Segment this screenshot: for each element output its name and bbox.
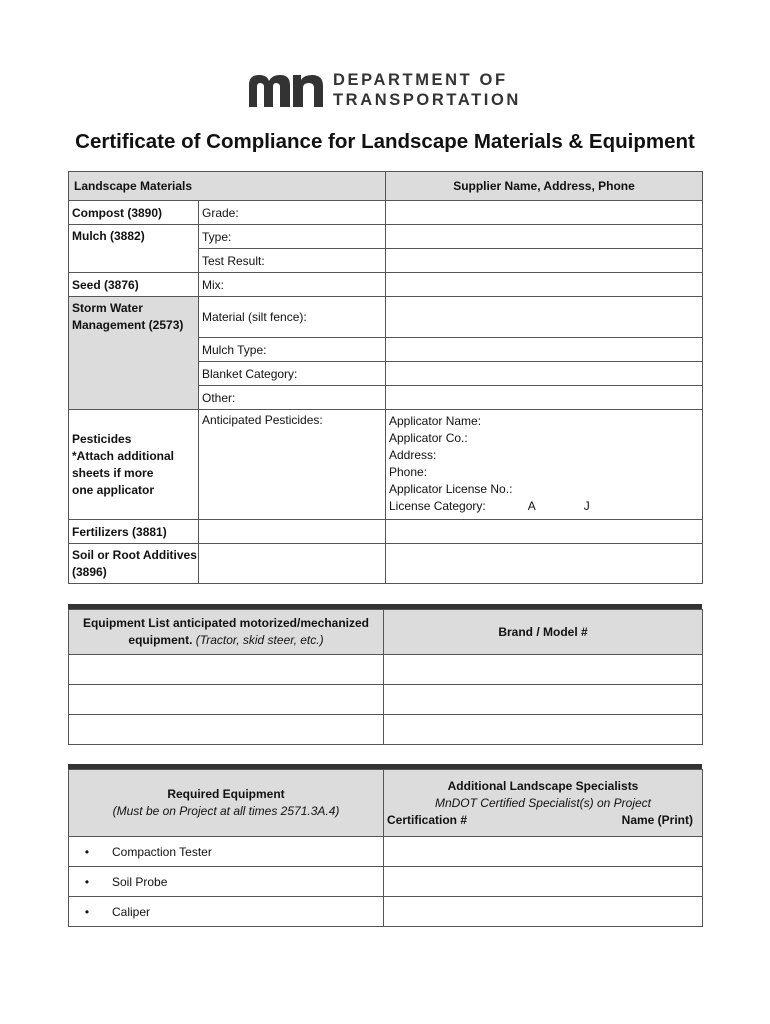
other-supplier-field[interactable] [386,386,703,410]
compost-supplier-field[interactable] [386,201,703,225]
compost-label: Compost (3890) [69,201,199,225]
certification-number-header: Certification # [387,812,468,827]
additional-specialists-header: Additional Landscape Specialists MnDOT Certified Specialist(s) on Project Certification # Name (Print) [384,770,703,837]
other-label: Other: [199,386,386,410]
column-header-supplier: Supplier Name, Address, Phone [386,172,703,201]
fertilizers-detail-field[interactable] [199,520,386,544]
brand-model-entry-field[interactable] [384,685,703,715]
required-item-soil-probe: • Soil Probe [69,867,384,897]
applicator-co-label: Applicator Co.: [389,431,468,445]
equipment-entry-field[interactable] [69,685,384,715]
bullet-icon: • [84,904,90,919]
license-category-row [389,498,699,515]
mndot-logo [247,70,537,110]
license-option-j[interactable]: J [583,499,590,513]
required-equipment-header: Required Equipment (Must be on Project at all times 2571.3A.4) [69,770,384,837]
applicator-address-label: Address: [389,448,437,462]
soil-additives-label: Soil or Root Additives (3896) [69,544,199,584]
pesticides-label: Pesticides *Attach additional sheets if more one applicator [69,410,199,520]
required-item-compaction-tester: • Compaction Tester [69,837,384,867]
applicator-phone-label: Phone: [389,465,428,479]
fertilizers-label: Fertilizers (3881) [69,520,199,544]
soil-additives-detail-field[interactable] [199,544,386,584]
mulch-supplier-field[interactable] [386,225,703,249]
seed-label: Seed (3876) [69,273,199,297]
test-result-label: Test Result: [199,249,386,273]
soil-additives-supplier-field[interactable] [386,544,703,584]
brand-model-entry-field[interactable] [384,715,703,745]
specialist-entry-field[interactable] [384,867,703,897]
column-header-materials: Landscape Materials [69,172,386,201]
equipment-entry-field[interactable] [69,715,384,745]
required-equipment-table [68,769,703,927]
seed-supplier-field[interactable] [386,273,703,297]
blanket-category-label: Blanket Category: [199,362,386,386]
equipment-list-table [68,609,703,745]
specialist-entry-field[interactable] [384,837,703,867]
required-item-caliper: • Caliper [69,897,384,927]
mulch-type-label: Mulch Type: [199,338,386,362]
specialist-entry-field[interactable] [384,897,703,927]
storm-water-label: Storm Water Management (2573) [69,297,199,410]
type-label: Type: [199,225,386,249]
bullet-icon: • [84,844,90,859]
material-silt-fence-label: Material (silt fence): [199,297,386,338]
department-name: DEPARTMENT OF TRANSPORTATION [333,71,521,109]
mulch-type-supplier-field[interactable] [386,338,703,362]
mix-label: Mix: [199,273,386,297]
mulch-label: Mulch (3882) [69,225,199,273]
brand-model-entry-field[interactable] [384,655,703,685]
grade-label: Grade: [199,201,386,225]
applicator-name-label: Applicator Name: [389,414,482,428]
applicator-info-block [386,410,703,520]
equipment-list-header: Equipment List anticipated motorized/mechanized equipment. (Tractor, skid steer, etc.) [69,610,384,655]
silt-fence-supplier-field[interactable] [386,297,703,338]
page-title: Certificate of Compliance for Landscape Materials & Equipment [75,130,695,153]
name-print-header: Name (Print) [621,812,693,827]
equipment-entry-field[interactable] [69,655,384,685]
landscape-materials-table [68,171,703,584]
test-result-supplier-field[interactable] [386,249,703,273]
brand-model-header: Brand / Model # [384,610,703,655]
applicator-license-label: Applicator License No.: [389,482,513,496]
blanket-category-supplier-field[interactable] [386,362,703,386]
license-option-a[interactable]: A [527,499,536,513]
fertilizers-supplier-field[interactable] [386,520,703,544]
anticipated-pesticides-label: Anticipated Pesticides: [199,410,386,520]
bullet-icon: • [84,874,90,889]
mn-logo-icon [247,73,325,107]
license-category-label: License Category: [389,499,486,513]
